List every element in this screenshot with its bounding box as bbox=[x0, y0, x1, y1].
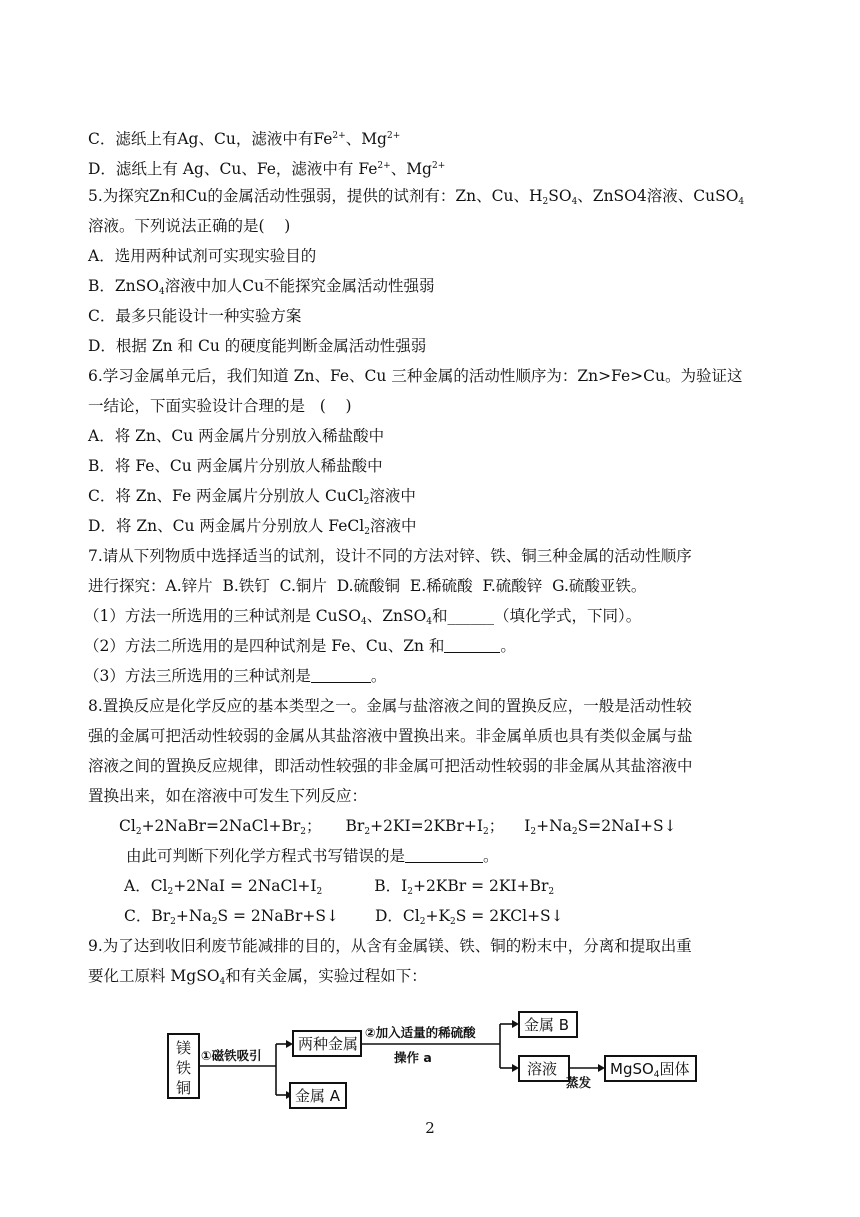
text-fragment: 、ZnSO4溶液、CuSO bbox=[577, 187, 739, 205]
q5-option-c: C．最多只能设计一种实验方案 bbox=[88, 307, 302, 325]
text-fragment: 。 bbox=[500, 637, 516, 655]
text-fragment: +2KI=2KBr+I bbox=[370, 817, 483, 835]
text-fragment: 溶液中 bbox=[369, 487, 416, 505]
subscript: 2 bbox=[482, 827, 489, 837]
text-fragment: ； bbox=[306, 817, 322, 835]
step1-label: ①磁铁吸引 bbox=[201, 1048, 262, 1063]
text-fragment: 5.为探究Zn和Cu的金属活动性强弱，提供的试剂有：Zn、Cu、H bbox=[88, 187, 543, 205]
source-label-mg: 镁 bbox=[176, 1039, 192, 1057]
subscript: 4 bbox=[571, 197, 578, 207]
q4-option-d-text: D．滤纸上有 Ag、Cu、Fe，滤液中有 Fe bbox=[88, 160, 378, 178]
text-fragment: D．将 Zn、Cu 两金属片分别放人 FeCl bbox=[88, 517, 365, 535]
text-fragment: B．I bbox=[374, 877, 408, 895]
text-fragment: +2NaI = 2NaCl+I bbox=[173, 877, 317, 895]
superscript: 2+ bbox=[332, 131, 346, 141]
subscript: 4 bbox=[360, 617, 367, 627]
text-fragment: S = 2KCl+S↓ bbox=[455, 907, 564, 925]
subscript: 2 bbox=[530, 827, 537, 837]
q8-stem-line4: 置换出来，如在溶液中可发生下列反应： bbox=[88, 787, 368, 805]
q8-stem-line1: 8.置换反应是化学反应的基本类型之一。金属与盐溶液之间的置换反应，一般是活动性较 bbox=[88, 697, 692, 715]
product-subscript: 4 bbox=[653, 1070, 660, 1080]
superscript: 2+ bbox=[431, 161, 446, 171]
text-fragment: B．ZnSO bbox=[88, 277, 159, 295]
text-fragment: 和有关金属，实验过程如下： bbox=[225, 967, 427, 985]
two-metals-label: 两种金属 bbox=[298, 1035, 359, 1053]
text-fragment: 。 bbox=[483, 847, 499, 865]
subscript: 2 bbox=[211, 917, 218, 927]
product-label bbox=[610, 1060, 690, 1080]
text-fragment: Br bbox=[345, 817, 365, 835]
q7-stem-line1: 7.请从下列物质中选择适当的试剂，设计不同的方法对锌、铁、铜三种金属的活动性顺序 bbox=[88, 547, 692, 565]
subscript: 4 bbox=[426, 617, 433, 627]
q6-stem-line1: 6.学习金属单元后，我们知道 Zn、Fe、Cu 三种金属的活动性顺序为：Zn>Fe>Cu。为验证这 bbox=[88, 367, 743, 385]
q6-option-a: A．将 Zn、Cu 两金属片分别放入稀盐酸中 bbox=[88, 427, 385, 445]
solution-label: 溶液 bbox=[527, 1060, 558, 1078]
operation-label: 操作 a bbox=[394, 1050, 432, 1065]
text-fragment: 、ZnSO bbox=[366, 607, 427, 625]
arrowhead bbox=[512, 1064, 519, 1072]
metal-b-label: 金属 B bbox=[524, 1016, 570, 1034]
q7-stem-line2: 进行探究：A.锌片 B.铁钉 C.铜片 D.硫酸铜 E.稀硫酸 F.硫酸锌 G.硫酸亚铁。 bbox=[88, 577, 647, 595]
subscript: 2 bbox=[450, 917, 456, 927]
subscript: 2 bbox=[316, 887, 323, 897]
text-fragment: D．Cl bbox=[374, 907, 420, 925]
text-fragment: C．将 Zn、Fe 两金属片分别放人 CuCl bbox=[88, 487, 364, 505]
subscript: 4 bbox=[158, 287, 165, 297]
text-fragment: S = 2NaBr+S↓ bbox=[217, 907, 339, 925]
text-fragment: 由此可判断下列化学方程式书写错误的是 bbox=[126, 847, 406, 865]
q5-option-a: A．选用两种试剂可实现实验目的 bbox=[88, 247, 317, 265]
arrowhead bbox=[598, 1064, 605, 1072]
q4-option-c-text: C．滤纸上有Ag、Cu，滤液中有Fe bbox=[88, 130, 333, 148]
subscript: 2 bbox=[135, 827, 142, 837]
text-fragment: +2NaBr=2NaCl+Br bbox=[141, 817, 301, 835]
q8-stem-line3: 溶液之间的置换反应规律，即活动性较强的非金属可把活动性较弱的非金属从其盐溶液中 bbox=[88, 757, 693, 775]
text-fragment: ； bbox=[488, 817, 505, 835]
source-label-fe: 铁 bbox=[176, 1059, 192, 1077]
text-fragment: （1）方法一所选用的三种试剂是 CuSO bbox=[84, 607, 361, 625]
text-fragment: 。 bbox=[370, 667, 387, 685]
text-fragment: I bbox=[524, 817, 531, 835]
subscript: 2 bbox=[167, 887, 174, 897]
q5-option-d: D．根据 Zn 和 Cu 的硬度能判断金属活动性强弱 bbox=[88, 337, 427, 355]
text-fragment: +K bbox=[425, 907, 451, 925]
product-word: 固体 bbox=[659, 1060, 690, 1078]
metal-a-label: 金属 A bbox=[295, 1087, 341, 1105]
subscript: 2 bbox=[542, 197, 549, 207]
subscript: 4 bbox=[738, 197, 745, 207]
text-fragment: 要化工原料 MgSO bbox=[88, 967, 220, 985]
arrowhead bbox=[286, 1040, 293, 1048]
text-fragment: 溶液中 bbox=[369, 517, 417, 535]
q9-stem-line1: 9.为了达到收旧利废节能减排的目的，从含有金属镁、铁、铜的粉末中，分离和提取出重 bbox=[88, 937, 692, 955]
subscript: 2 bbox=[548, 887, 555, 897]
text-fragment: A．Cl bbox=[124, 877, 168, 895]
subscript: 2 bbox=[170, 917, 176, 927]
q6-stem-line2: 一结论，下面实验设计合理的是 ( ) bbox=[88, 397, 352, 415]
product-formula: MgSO bbox=[610, 1060, 654, 1078]
subscript: 2 bbox=[419, 917, 426, 927]
subscript: 2 bbox=[364, 827, 371, 837]
evaporate-label: 蒸发 bbox=[566, 1075, 592, 1090]
text-fragment: 、Mg bbox=[345, 130, 387, 148]
subscript: 2 bbox=[300, 827, 307, 837]
text-fragment: 溶液中加人Cu不能探究金属活动性强弱 bbox=[164, 277, 435, 295]
text-fragment: 、Mg bbox=[390, 160, 432, 178]
text-fragment: +2KBr = 2KI+Br bbox=[412, 877, 549, 895]
text-fragment: （3）方法三所选用的三种试剂是 bbox=[84, 667, 311, 685]
text-fragment: Cl bbox=[119, 817, 136, 835]
text-fragment: +Na bbox=[536, 817, 572, 835]
subscript: 2 bbox=[363, 497, 370, 507]
arrowhead bbox=[512, 1020, 519, 1028]
superscript: 2+ bbox=[377, 161, 391, 171]
text-fragment: （2）方法二所选用的是四种试剂是 Fe、Cu、Zn 和 bbox=[84, 637, 445, 655]
subscript: 4 bbox=[219, 977, 226, 987]
text-fragment: S=2NaI+S↓ bbox=[577, 817, 677, 835]
text-fragment: C．Br bbox=[124, 907, 171, 925]
subscript: 2 bbox=[571, 827, 578, 837]
step2-label: ②加入适量的稀硫酸 bbox=[365, 1025, 476, 1040]
source-label-cu: 铜 bbox=[176, 1079, 192, 1097]
q5-stem-line2: 溶液。下列说法正确的是( ) bbox=[88, 217, 291, 235]
text-fragment: 和______（填化学式，下同）。 bbox=[432, 607, 642, 625]
q6-option-b: B．将 Fe、Cu 两金属片分别放人稀盐酸中 bbox=[88, 457, 383, 475]
page-number: 2 bbox=[425, 1119, 435, 1137]
q8-stem-line2: 强的金属可把活动性较弱的金属从其盐溶液中置换出来。非金属单质也具有类似金属与盐 bbox=[88, 727, 693, 745]
text-fragment: SO bbox=[548, 187, 572, 205]
superscript: 2+ bbox=[386, 131, 401, 141]
text-fragment: +Na bbox=[175, 907, 212, 925]
subscript: 2 bbox=[407, 887, 413, 897]
subscript: 2 bbox=[364, 527, 370, 537]
